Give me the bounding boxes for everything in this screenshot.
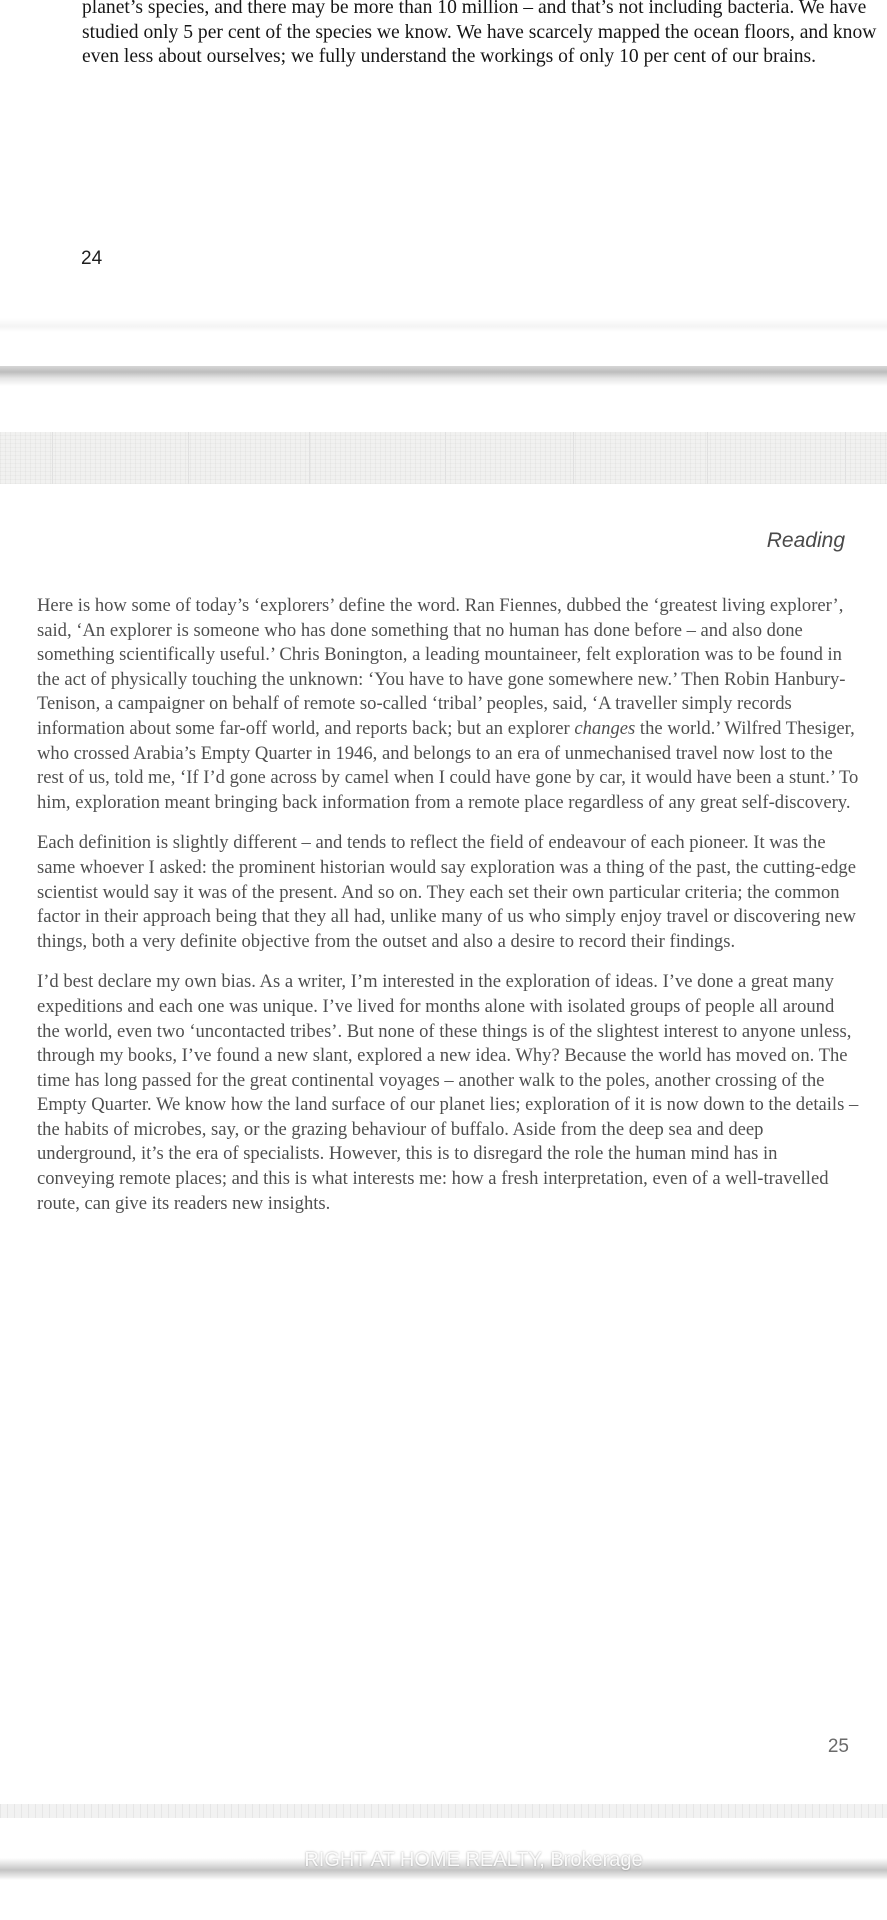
paragraph-3: I’d best declare my own bias. As a writer, I’m interested in the exploration of ideas. I’ve done a great many expeditions and each one was unique. I’ve lived for months alone with isolated groups of people all around the world, even two ‘uncontacted tribes’. But none of these things is of the slightest interest to anyone unless, through my books, I’ve found a new slant, explored a new idea. Why? Because the world has moved on. The time has long passed for the great continental voyages – another walk to the poles, another crossing of the Empty Quarter. We know how the land surface of our planet lies; exploration of it is now down to the details – the habits of microbes, say, or the grazing behaviour of buffalo. Aside from the deep sea and deep underground, it’s the era of specialists. However, this is to disregard the role the human mind has in conveying remote places; and this is what interests me: how a fresh interpretation, even of a well-travelled route, can give its readers new insights. [37,971,859,1214]
scan-seam [52,432,53,484]
scan-seam [573,432,574,484]
scan-seam [845,432,846,484]
scan-edge-top [0,318,887,332]
page-number-25: 25 [827,1736,849,1757]
page-24-text: planet’s species, and there may be more than 10 million – and that’s not including bacteria. We have studied only 5 per cent of the species we know. We have scarcely mapped the ocean floors, and know even less about ourselves; we fully understand the workings of only 10 per cent of our brains. [82,0,877,68]
page-number-24: 24 [81,248,103,269]
paragraph-1 [37,594,859,815]
scan-seam [188,432,189,484]
paragraph-1-part-2: the world.’ Wilfred Thesiger, who crossed Arabia’s Empty Quarter in 1946, and belongs to an era of unmechanised travel now lost to the rest of us, told me, ‘If I’d gone across by camel when I could have gone by car, it would have been a stunt.’ To him, exploration meant bringing back information from a remote place regardless of any great self-discovery. [37,717,859,813]
scan-seam [707,432,708,484]
scan-seam [309,432,310,484]
scan-edge-bottom [0,1804,887,1818]
page-gap [0,366,887,394]
scan-seam [445,432,446,484]
page-24 [0,0,887,372]
watermark: RIGHT AT HOME REALTY, Brokerage [304,1849,643,1871]
paragraph-1-italic: changes [574,717,636,739]
section-label: Reading [766,529,845,552]
paragraph-2: Each definition is slightly different – and tends to reflect the field of endeavour of each pioneer. It was the same whoever I asked: the prominent historian would say exploration was a thing of the past, the cutting-edge scientist would say it was of the present. And so on. They each set their own particular criteria; the common factor in their approach being that they all had, unlike many of us who simply enjoy travel or discovering new things, both a very definite objective from the outset and also a desire to record their findings. [37,832,856,952]
article-body [37,594,859,1232]
scan-strip [0,432,887,484]
page-25 [0,484,887,1814]
paragraph-1-part-1: Here is how some of today’s ‘explorers’ define the word. Ran Fiennes, dubbed the ‘greatest living explorer’, said, ‘An explorer is someone who has done something that no human has done before – and also done something scientifically useful.’ Chris Bonington, a leading mountaineer, felt exploration was to be found in the act of physically touching the unknown: ‘You have to have gone somewhere new.’ Then Robin Hanbury-Tenison, a campaigner on behalf of remote so-called ‘tribal’ peoples, said, ‘A traveller simply records information about some far-off world, and reports back; but an explorer [37,595,846,739]
